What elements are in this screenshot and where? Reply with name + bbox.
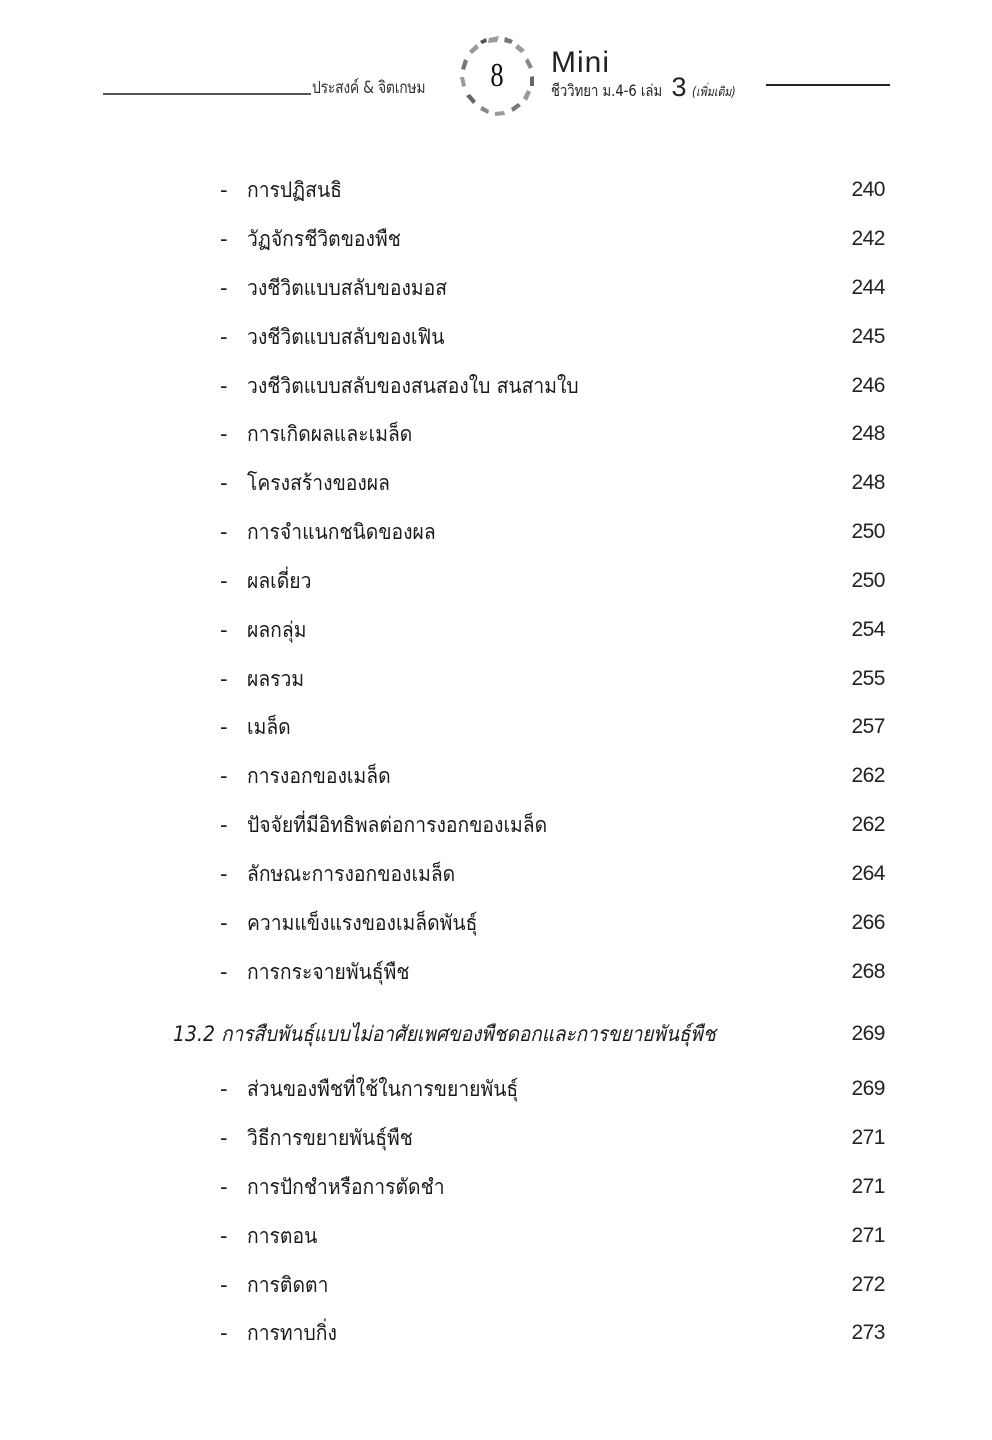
toc-entry-title: การเกิดผลและเมล็ด	[247, 422, 413, 446]
list-dash: -	[220, 520, 228, 544]
book-subtitle	[551, 72, 745, 104]
book-volume: 3	[671, 72, 687, 102]
toc-entry-page: 248	[851, 422, 885, 445]
toc-entry	[0, 561, 992, 601]
book-edition: (เพิ่มเติม)	[691, 85, 736, 100]
toc-entry-page: 257	[851, 715, 885, 738]
toc-entry-title: การปฏิสนธิ	[247, 178, 342, 202]
toc-entry	[0, 366, 992, 406]
list-dash: -	[220, 276, 228, 300]
toc-entry-title: การงอกของเมล็ด	[247, 764, 391, 788]
toc-entry-page: 268	[851, 960, 885, 983]
toc-section-heading	[0, 1014, 992, 1054]
toc-entry	[0, 219, 992, 259]
toc-section-title: 13.2 การสืบพันธุ์แบบไม่อาศัยเพศของพืชดอกและการขยายพันธุ์พืช	[173, 1022, 716, 1046]
toc-entry	[0, 854, 992, 894]
header-rule-left	[103, 93, 311, 95]
list-dash: -	[220, 325, 228, 349]
list-dash: -	[220, 1126, 228, 1150]
toc-entry-page: 246	[851, 374, 885, 397]
toc-entry-page: 244	[851, 276, 885, 299]
book-subject: ชีววิทยา ม.4-6 เล่ม	[551, 81, 663, 100]
toc-entry	[0, 1265, 992, 1305]
toc-entry	[0, 317, 992, 357]
toc-entry	[0, 463, 992, 503]
toc-entry-title: วิธีการขยายพันธุ์พืช	[247, 1126, 413, 1150]
toc-entry-title: ผลรวม	[247, 667, 305, 691]
toc-entry	[0, 1216, 992, 1256]
toc-entry-title: ปัจจัยที่มีอิทธิพลต่อการงอกของเมล็ด	[247, 813, 548, 837]
toc-entry	[0, 414, 992, 454]
toc-entry-page: 271	[851, 1175, 885, 1198]
list-dash: -	[220, 960, 228, 984]
toc-entry-title: ความแข็งแรงของเมล็ดพันธุ์	[247, 911, 478, 935]
toc-entry	[0, 952, 992, 992]
toc-entry-page: 255	[851, 667, 885, 690]
toc-entry-page: 272	[851, 1273, 885, 1296]
toc-entry-title: ลักษณะการงอกของเมล็ด	[247, 862, 456, 886]
toc-entry	[0, 1118, 992, 1158]
toc-entry	[0, 1167, 992, 1207]
toc-entry	[0, 1069, 992, 1109]
toc-entry-page: 250	[851, 569, 885, 592]
toc-entry-page: 271	[851, 1126, 885, 1149]
toc-entry-page: 248	[851, 471, 885, 494]
toc-entry-title: การตอน	[247, 1224, 318, 1248]
toc-entry	[0, 805, 992, 845]
toc-entry-page: 242	[851, 227, 885, 250]
series-brand: Mini	[551, 46, 611, 79]
list-dash: -	[220, 1077, 228, 1101]
toc-entry-page: 269	[851, 1022, 885, 1045]
list-dash: -	[220, 667, 228, 691]
header-rule-right	[766, 84, 890, 86]
toc-entry-title: วงชีวิตแบบสลับของเฟิน	[247, 325, 445, 349]
toc-entry	[0, 610, 992, 650]
page-number-badge	[455, 34, 539, 118]
toc-entry-page: 240	[851, 178, 885, 201]
list-dash: -	[220, 813, 228, 837]
list-dash: -	[220, 178, 228, 202]
toc-entry	[0, 268, 992, 308]
toc-entry-title: การจำแนกชนิดของผล	[247, 520, 436, 544]
toc-entry-page: 266	[851, 911, 885, 934]
toc-entry-title: การปักชำหรือการตัดชำ	[247, 1175, 445, 1199]
toc-entry-title: วงชีวิตแบบสลับของมอส	[247, 276, 448, 300]
toc-entry-title: โครงสร้างของผล	[247, 471, 390, 495]
toc-entry-page: 245	[851, 325, 885, 348]
toc-entry-page: 269	[851, 1077, 885, 1100]
list-dash: -	[220, 1224, 228, 1248]
list-dash: -	[220, 1321, 228, 1345]
list-dash: -	[220, 471, 228, 495]
toc-entry-page: 262	[851, 813, 885, 836]
list-dash: -	[220, 1175, 228, 1199]
toc-entry-title: การกระจายพันธุ์พืช	[247, 960, 410, 984]
toc-entry-page: 273	[851, 1321, 885, 1344]
toc-entry	[0, 659, 992, 699]
toc-entry-title: ผลกลุ่ม	[247, 618, 307, 642]
toc-entry	[0, 1313, 992, 1353]
toc-entry-title: เมล็ด	[247, 715, 291, 739]
running-header	[0, 0, 992, 130]
list-dash: -	[220, 764, 228, 788]
toc-entry	[0, 707, 992, 747]
list-dash: -	[220, 227, 228, 251]
list-dash: -	[220, 422, 228, 446]
toc-entry	[0, 903, 992, 943]
toc-entry-title: ผลเดี่ยว	[247, 569, 312, 593]
toc-entry-title: การติดตา	[247, 1273, 329, 1297]
header-authors: ประสงค์ & จิตเกษม	[312, 78, 426, 98]
toc-entry-page: 254	[851, 618, 885, 641]
toc-entry-page: 271	[851, 1224, 885, 1247]
list-dash: -	[220, 862, 228, 886]
toc-entry-title: วัฏจักรชีวิตของพืช	[247, 227, 401, 251]
toc-entry-page: 250	[851, 520, 885, 543]
toc-entry-page: 264	[851, 862, 885, 885]
toc-entry-page: 262	[851, 764, 885, 787]
toc-entry-title: วงชีวิตแบบสลับของสนสองใบ สนสามใบ	[247, 374, 579, 398]
list-dash: -	[220, 1273, 228, 1297]
list-dash: -	[220, 374, 228, 398]
toc-entry	[0, 512, 992, 552]
list-dash: -	[220, 569, 228, 593]
toc-entry-title: ส่วนของพืชที่ใช้ในการขยายพันธุ์	[247, 1077, 519, 1101]
list-dash: -	[220, 911, 228, 935]
toc-entry	[0, 170, 992, 210]
page-number: 8	[490, 57, 504, 94]
toc-entry	[0, 756, 992, 796]
list-dash: -	[220, 618, 228, 642]
toc-entry-title: การทาบกิ่ง	[247, 1321, 337, 1345]
list-dash: -	[220, 715, 228, 739]
